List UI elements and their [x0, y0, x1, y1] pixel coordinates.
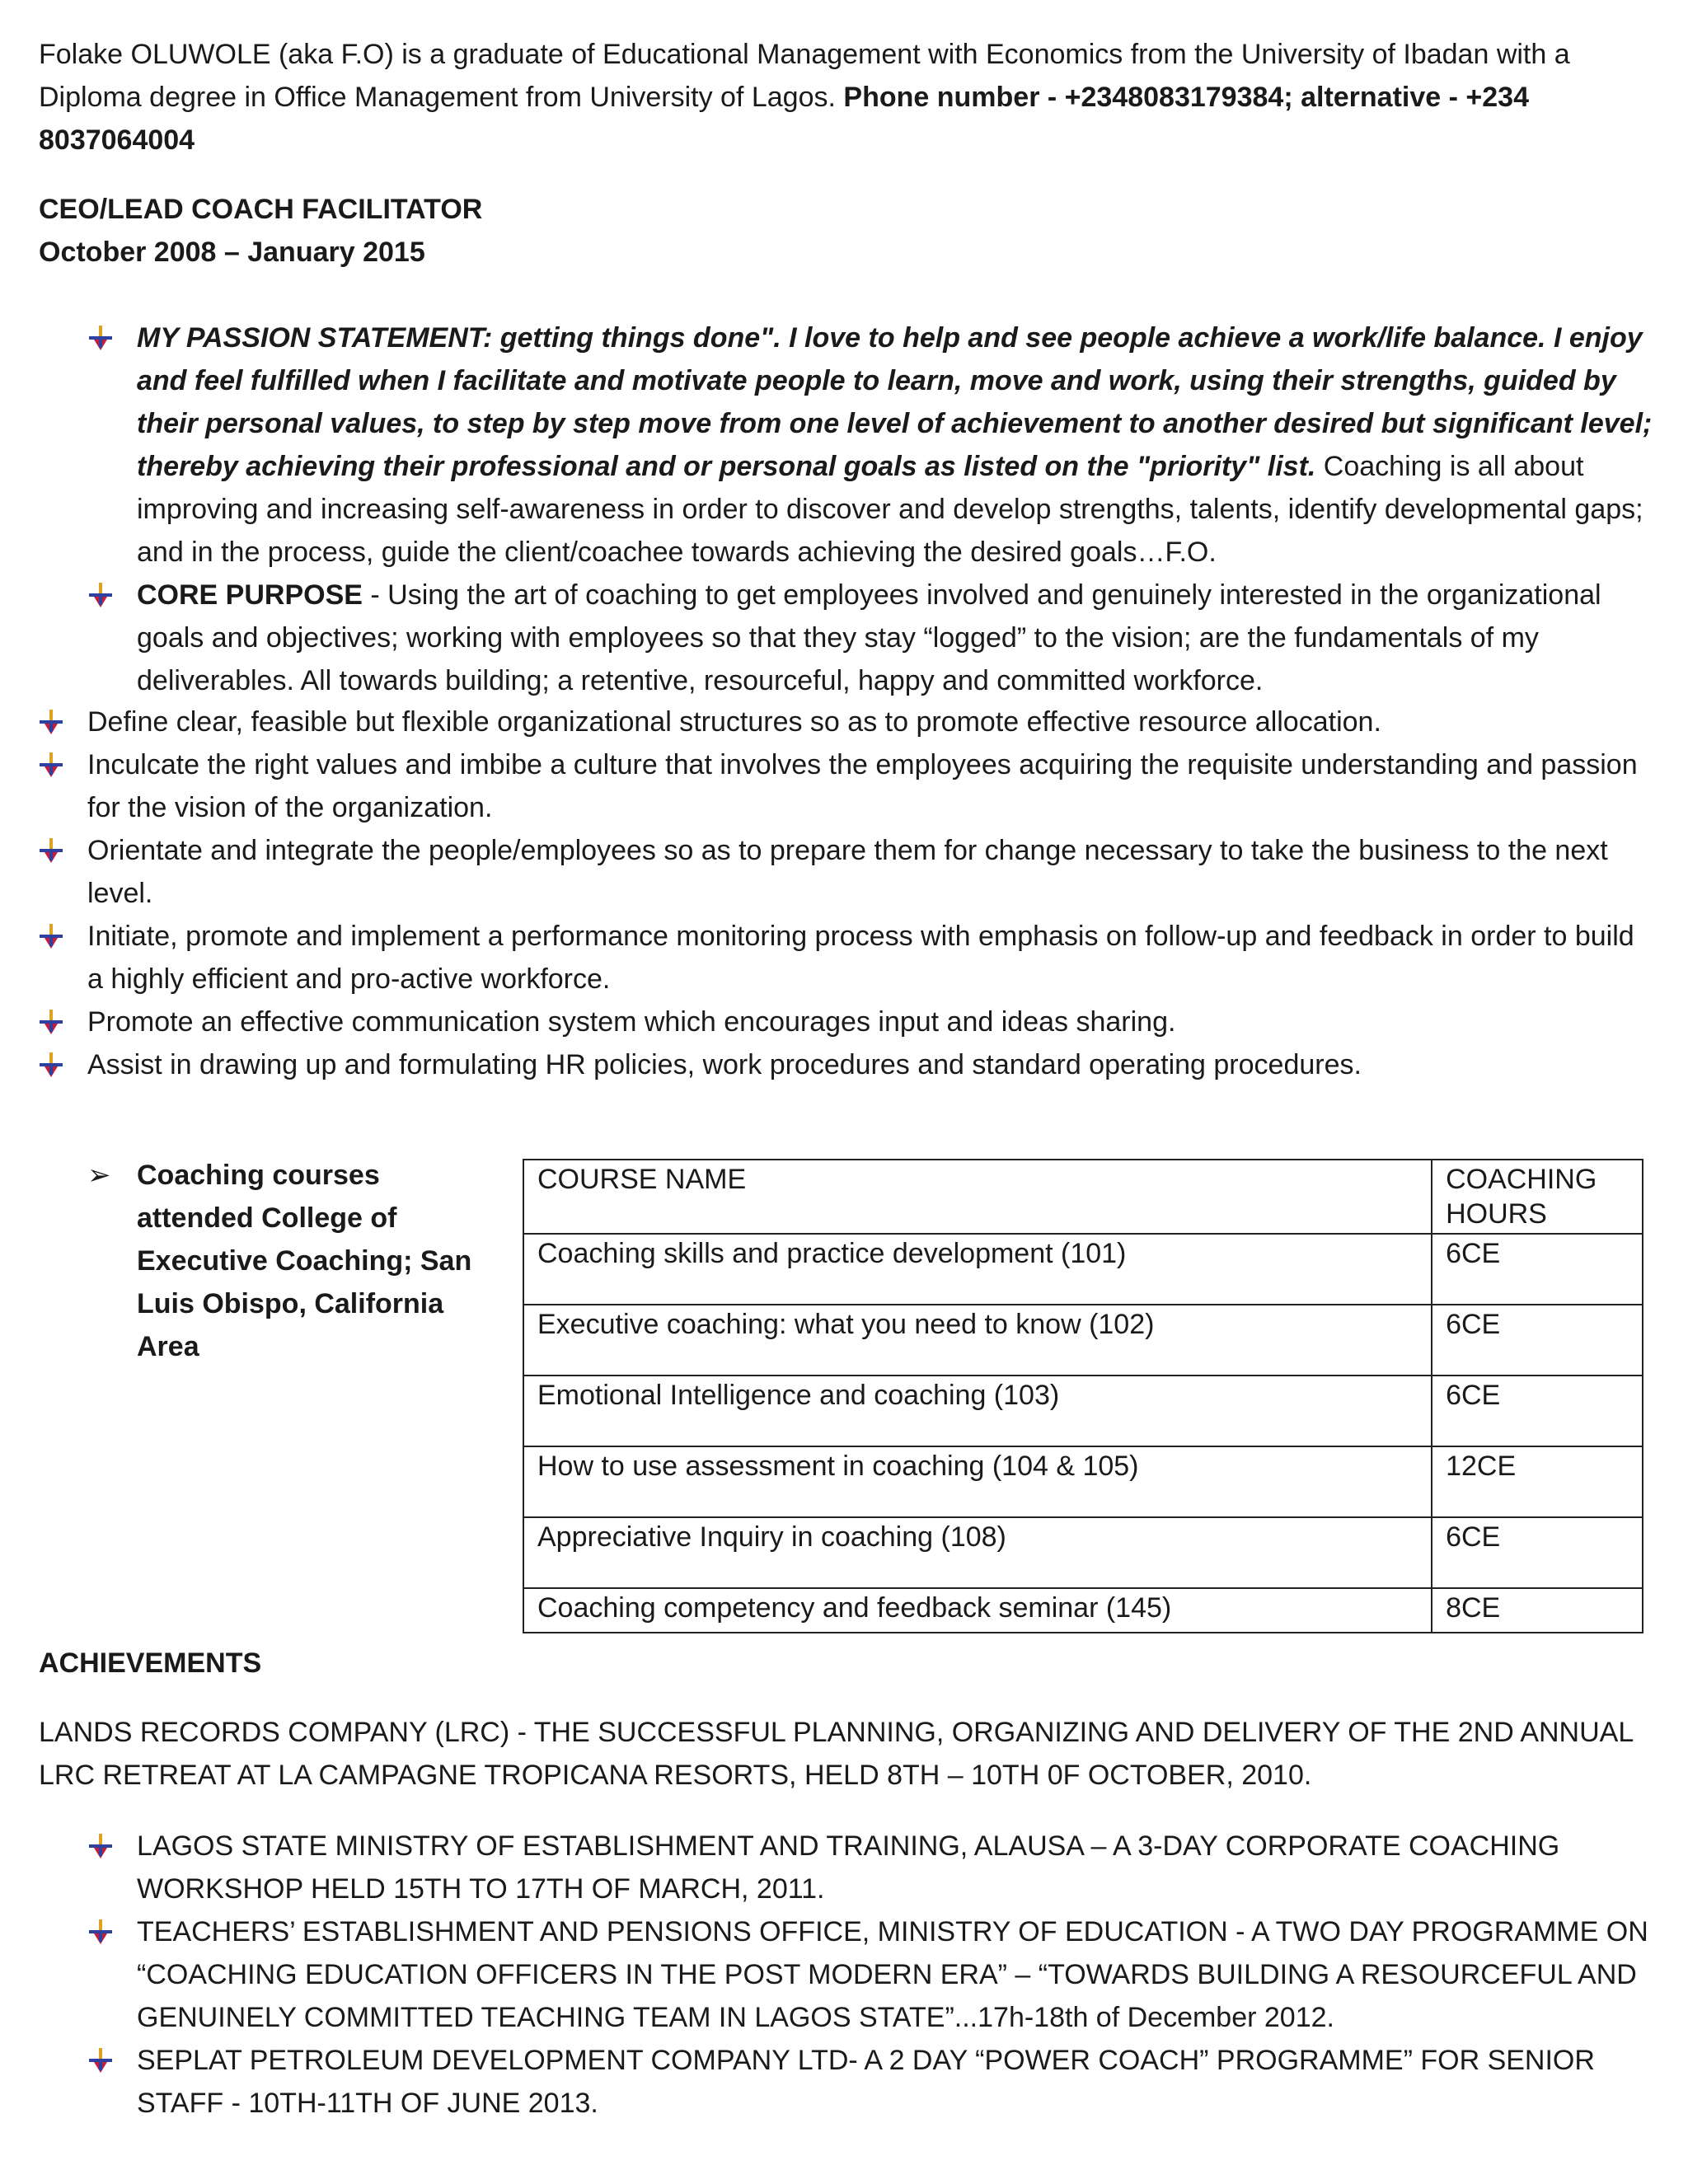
achievement-text: LAGOS STATE MINISTRY OF ESTABLISHMENT AND TRAINING, ALAUSA – A 3-DAY CORPORATE COACHING WORKSHOP HELD 15TH TO 17TH OF MARCH, 2011. — [137, 1830, 1560, 1905]
bullet-icon — [87, 580, 114, 608]
course-hours-cell: 6CE — [1432, 1517, 1643, 1588]
duty-item — [87, 1043, 1653, 1086]
achievements-heading: ACHIEVEMENTS — [39, 1647, 262, 1679]
passion-bold: MY PASSION STATEMENT: getting things done". I love to help and see people achieve a work/life balance. I enjoy and feel fulfilled when I facilitate and motivate people to learn, move and work, using their strengths, guided by their personal values, to step by step move from one level of achievement to another desired but significant level; thereby achieving their professional and or personal goals as listed on the "priority" list. — [137, 322, 1653, 482]
job-dates: October 2008 – January 2015 — [39, 237, 425, 268]
bullet-icon — [38, 707, 64, 735]
achievement-text: SEPLAT PETROLEUM DEVELOPMENT COMPANY LTD- A 2 DAY “POWER COACH” PROGRAMME” FOR SENIOR STAFF - 10TH-11TH OF JUNE 2013. — [137, 2045, 1595, 2119]
achievement-item — [137, 1825, 1662, 1910]
passion-rest: Coaching is all about improving and increasing self-awareness in order to discover and develop strengths, talents, identify developmental gaps; and in the process, guide the client/coachee towards achieving the desired goals…F.O. — [137, 451, 1643, 568]
phone-number: Phone number - +2348083179384; — [843, 82, 1293, 113]
duty-text: Orientate and integrate the people/employees so as to prepare them for change necessary to take the business to the next level. — [87, 835, 1608, 909]
duty-text: Define clear, feasible but flexible organizational structures so as to promote effective resource allocation. — [87, 706, 1381, 738]
job-title: CEO/LEAD COACH FACILITATOR — [39, 194, 483, 225]
achievement-text: TEACHERS’ ESTABLISHMENT AND PENSIONS OFFICE, MINISTRY OF EDUCATION - A TWO DAY PROGRAMME ON “COACHING EDUCATION OFFICERS IN THE POST MODERN ERA” – “TOWARDS BUILDING A RESOURCEFUL AND GENUINELY COMMITTED TEACHING TEAM IN LAGOS STATE”...17h-18th of December 2012. — [137, 1916, 1648, 2033]
column-header-course-name: COURSE NAME — [523, 1160, 1432, 1234]
arrow-bullet-icon: ➢ — [87, 1160, 111, 1191]
achievement-lead: LANDS RECORDS COMPANY (LRC) - THE SUCCESSFUL PLANNING, ORGANIZING AND DELIVERY OF THE 2ND ANNUAL LRC RETREAT AT LA CAMPAGNE TROPICANA RESORTS, HELD 8TH – 10TH 0F OCTOBER, 2010. — [39, 1717, 1633, 1791]
achievement-item — [137, 1910, 1662, 2039]
duty-text: Assist in drawing up and formulating HR policies, work procedures and standard operating procedures. — [87, 1049, 1362, 1080]
table-header-row — [523, 1160, 1643, 1234]
duty-item — [87, 743, 1653, 829]
bullet-icon — [87, 1917, 114, 1945]
duty-item — [87, 915, 1653, 1001]
alternative-phone: alternative - +234 8037064004 — [39, 82, 1529, 156]
duty-text: Initiate, promote and implement a performance monitoring process with emphasis on follow-up and feedback in order to build a highly efficient and pro-active workforce. — [87, 921, 1634, 995]
bullet-icon — [38, 921, 64, 949]
statement-list — [137, 316, 1653, 702]
course-name-cell: Coaching competency and feedback seminar (145) — [523, 1588, 1432, 1633]
core-purpose-text: - Using the art of coaching to get employees involved and genuinely interested in the organizational goals and objectives; working with employees so that they stay “logged” to the vision; are the fundamentals of my deliverables. All towards building; a retentive, resourceful, happy and committed workforce. — [137, 579, 1601, 696]
course-name-cell: Executive coaching: what you need to know (102) — [523, 1305, 1432, 1376]
course-hours-cell: 6CE — [1432, 1234, 1643, 1305]
bullet-icon — [38, 1007, 64, 1035]
passion-statement — [137, 316, 1653, 574]
course-name-cell: Appreciative Inquiry in coaching (108) — [523, 1517, 1432, 1588]
course-hours-cell: 6CE — [1432, 1305, 1643, 1376]
core-purpose — [137, 574, 1653, 702]
table-row — [523, 1517, 1643, 1588]
core-purpose-label: CORE PURPOSE — [137, 579, 363, 611]
intro-paragraph — [39, 33, 1654, 162]
bullet-icon — [87, 2046, 114, 2074]
duty-item — [87, 1001, 1653, 1043]
intro-text: Folake OLUWOLE (aka F.O) is a graduate of Educational Management with Economics from the University of Ibadan with a Diploma degree in Office Management from University of Lagos. — [39, 39, 1570, 113]
duty-text: Inculcate the right values and imbibe a culture that involves the employees acquiring the requisite understanding and passion for the vision of the organization. — [87, 749, 1638, 823]
course-hours-cell: 8CE — [1432, 1588, 1643, 1633]
course-name-cell: How to use assessment in coaching (104 & 105) — [523, 1446, 1432, 1517]
courses-table — [523, 1159, 1643, 1633]
course-hours-cell: 12CE — [1432, 1446, 1643, 1517]
bullet-icon — [87, 1831, 114, 1859]
table-row — [523, 1376, 1643, 1446]
bullet-icon — [38, 836, 64, 864]
bullet-icon — [38, 1050, 64, 1078]
table-row — [523, 1305, 1643, 1376]
duty-text: Promote an effective communication system which encourages input and ideas sharing. — [87, 1006, 1176, 1038]
duty-item — [87, 701, 1653, 743]
table-row — [523, 1588, 1643, 1633]
courses-heading: Coaching courses attended College of Executive Coaching; San Luis Obispo, California Area — [137, 1160, 472, 1362]
duty-item — [87, 829, 1653, 915]
course-name-cell: Emotional Intelligence and coaching (103) — [523, 1376, 1432, 1446]
column-header-coaching-hours: COACHING HOURS — [1432, 1160, 1643, 1234]
table-row — [523, 1234, 1643, 1305]
achievement-item — [137, 2039, 1662, 2125]
bullet-icon — [38, 750, 64, 778]
table-row — [523, 1446, 1643, 1517]
achievements-list — [137, 1825, 1662, 2125]
bullet-icon — [87, 323, 114, 351]
course-name-cell: Coaching skills and practice development (101) — [523, 1234, 1432, 1305]
course-hours-cell: 6CE — [1432, 1376, 1643, 1446]
duties-list — [87, 701, 1653, 1086]
